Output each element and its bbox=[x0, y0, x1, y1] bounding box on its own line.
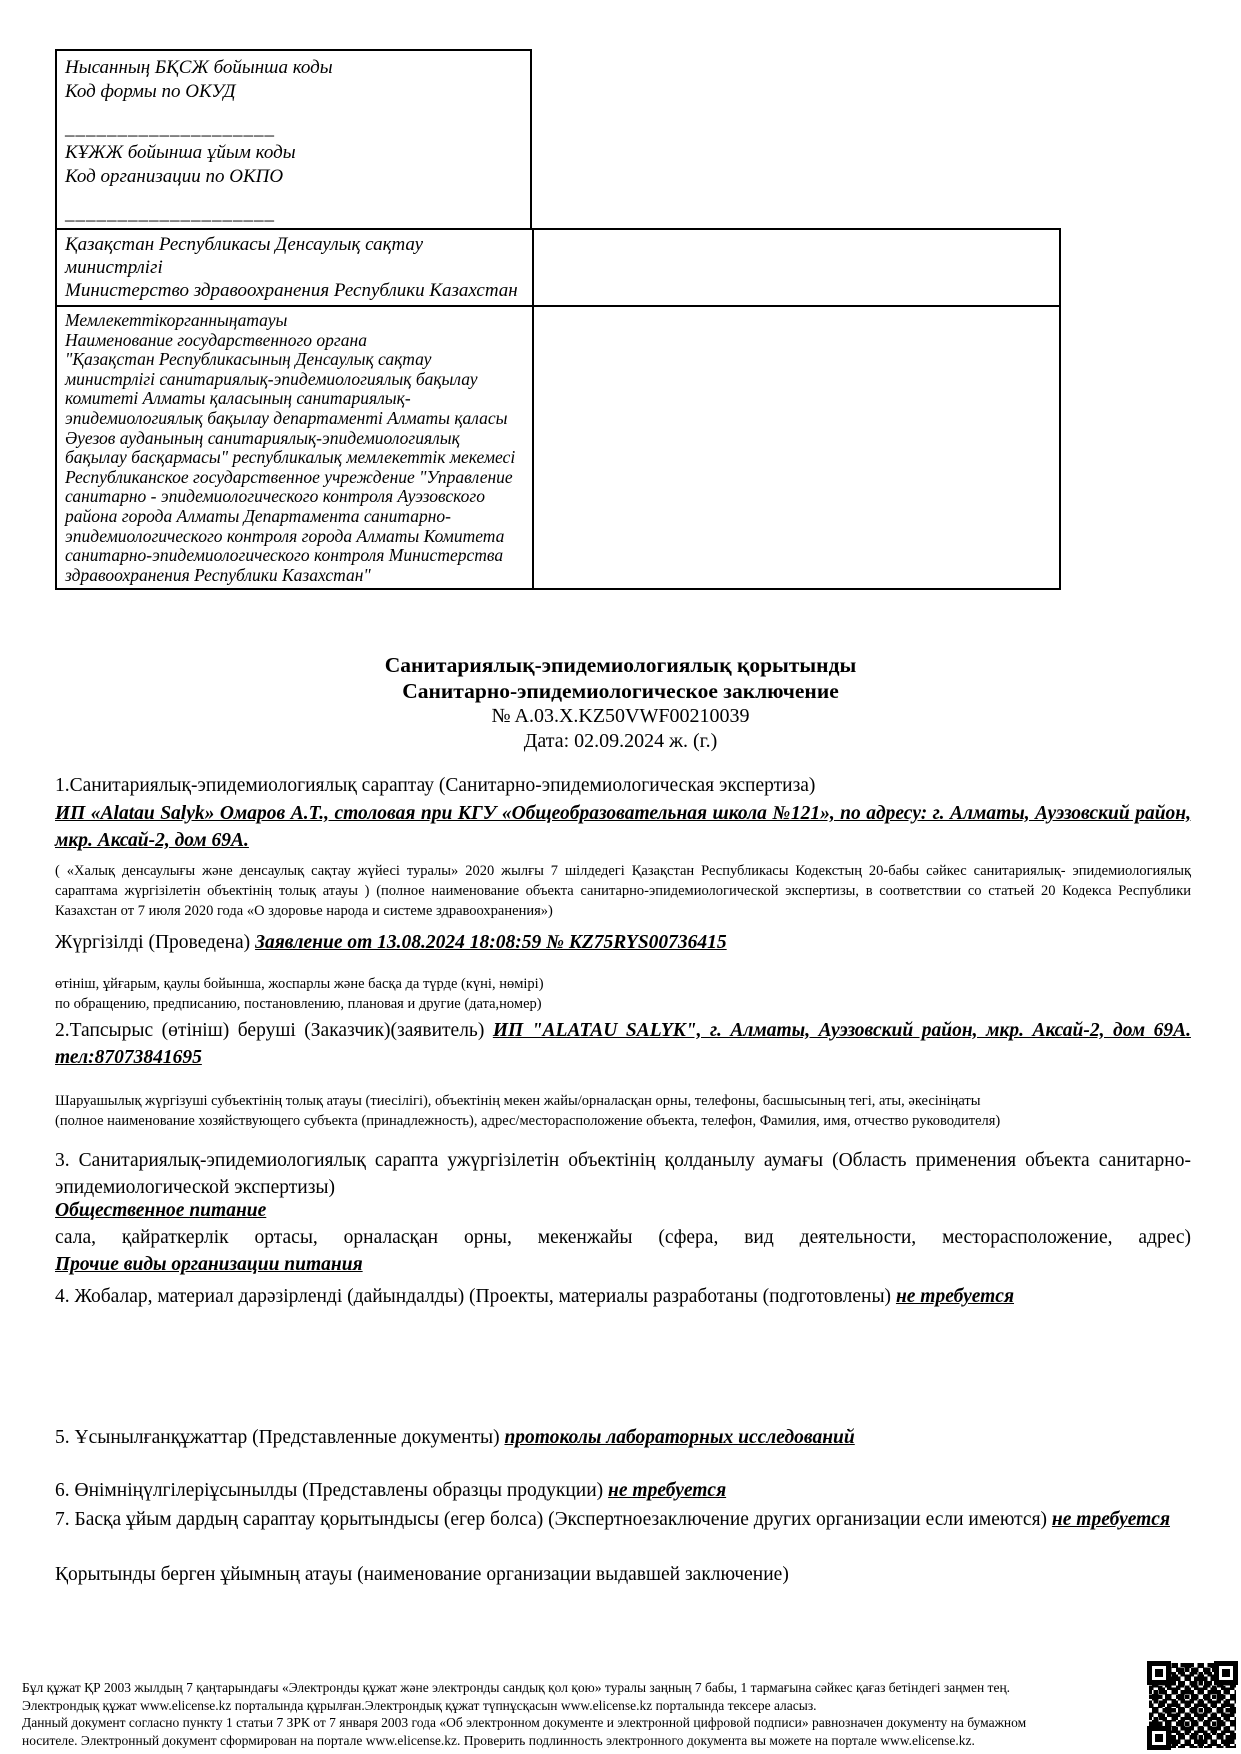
empty-cell bbox=[534, 230, 1059, 305]
section-3-value-1: Общественное питание bbox=[55, 1200, 267, 1221]
conducted-note-kk: өтініш, ұйғарым, қаулы бойынша, жоспарлы және басқа да түрде (күні, нөмірі) bbox=[55, 976, 544, 992]
gov-organ-name: "Қазақстан Республикасының Денсаулық сақтау министрлігі санитариялық-эпидемиологиялық бақылау комитеті Алматы қаласының санитариялық-эпидемиологиялық бақылау департаменті Алматы қаласы Әуезов ауданының санитариялық-эпидемиологиялық бақылау басқармасы" республикалық мемлекеттік мекемесі Республиканское государственное учреждение "Управление санитарно - эпидемиологического контроля Ауэзовского района города Алматы Департамента санитарно-эпидемиологического контроля города Алматы Комитета санитарно-эпидемиологического контроля Министерства здравоохранения Республики Казахстан" bbox=[65, 349, 516, 585]
doc-date: Дата: 02.09.2024 ж. (г.) bbox=[523, 730, 718, 752]
section-3-heading: 3. Санитариялық-эпидемиологиялық сарапта ужүргізілетін объектінің қолданылу аумағы (Область применения объекта санитарно-эпидемиологической экспертизы) bbox=[55, 1150, 1191, 1198]
empty-cell bbox=[534, 307, 1059, 588]
gov-organ-cell bbox=[57, 307, 534, 588]
codes-cell bbox=[55, 49, 532, 228]
qr-finder-top-left bbox=[1147, 1661, 1171, 1685]
section-7-value: не требуется bbox=[1051, 1509, 1170, 1530]
gov-organ-label-kk: Мемлекеттікорганныңатауы bbox=[65, 310, 288, 330]
ministry-row bbox=[55, 228, 1061, 307]
title-block bbox=[0, 652, 1241, 754]
okud-label-kk: Нысанның БҚСЖ бойынша коды bbox=[65, 57, 333, 78]
conducted-label: Жүргізілді (Проведена) bbox=[55, 932, 251, 953]
footer-line-1: Бұл құжат ҚР 2003 жылдың 7 қаңтарындағы «Электронды құжат және электронды сандық қол қою» туралы заңның 7 бабы, 1 тармағына сәйкес қағаз бетіндегі заңмен тең. bbox=[22, 1680, 1011, 1695]
section-2-value: ИП "ALATAU SALYK", г. Алматы, Ауэзовский район, мкр. Аксай-2, дом 69А. тел:87073841695 bbox=[55, 1020, 1191, 1068]
section-5-label: 5. Ұсынылғанқұжаттар (Представленные документы) bbox=[55, 1427, 500, 1448]
section-2-note-kk: Шаруашылық жүргізуші субъектінің толық атауы (тиесілігі), объектінің мекен жайы/орналасқан орны, телефоны, басшысының тегі, аты, әкесініңаты bbox=[55, 1093, 981, 1109]
legal-footer bbox=[22, 1679, 1140, 1749]
section-1-note: ( «Халық денсаулығы және денсаулық сақтау жүйесі туралы» 2020 жылғы 7 шілдедегі Қазақстан Республикасы Кодекстың 20-бабы сәйкес санитариялық- эпидемиологиялық сараптама жүргізілетін объектінің толық атауы ) (полное наименование объекта санитарно-эпидемиологической экспертизы, в соответствии со статьей 20 Кодекса Республики Казахстан от 7 июля 2020 года «О здоровье народа и системе здравоохранения») bbox=[55, 863, 1191, 919]
qr-code bbox=[1147, 1661, 1238, 1750]
okud-label-ru: Код формы по ОКУД bbox=[65, 81, 236, 102]
qr-finder-top-right bbox=[1214, 1661, 1238, 1685]
qr-finder-bottom-left bbox=[1147, 1726, 1171, 1750]
section-4-label: 4. Жобалар, материал дарәзірленді (дайындалды) (Проекты, материалы разработаны (подготовлены) bbox=[55, 1286, 892, 1307]
section-4 bbox=[55, 1283, 1191, 1310]
section-1-heading: 1.Санитариялық-эпидемиологиялық сараптау (Санитарно-эпидемиологическая экспертиза) bbox=[55, 775, 816, 796]
section-2 bbox=[55, 1017, 1191, 1071]
section-1-object-name: ИП «Alatau Salyk» Омаров А.Т., столовая при КГУ «Общеобразовательная школа №121», по адресу: г. Алматы, Ауэзовский район, мкр. Аксай-2, дом 69А. bbox=[55, 803, 1191, 851]
section-6-value: не требуется bbox=[608, 1480, 727, 1501]
gov-organ-row bbox=[55, 307, 1061, 590]
section-7-label: 7. Басқа ұйым дардың сараптау қорытындысы (егер болса) (Экспертноезаключение других организации если имеются) bbox=[55, 1509, 1048, 1530]
issuer-label: Қорытынды берген ұйымның атауы (наименование организации выдавшей заключение) bbox=[55, 1564, 789, 1585]
ministry-name-ru: Министерство здравоохранения Республики Казахстан bbox=[65, 280, 518, 301]
doc-number: № A.03.X.KZ50VWF00210039 bbox=[491, 705, 750, 727]
section-5 bbox=[55, 1424, 1191, 1451]
conducted-line bbox=[55, 929, 1191, 956]
conducted-notes bbox=[55, 974, 1191, 1014]
ministry-name-kk: Қазақстан Республикасы Денсаулық сақтау министрлігі bbox=[65, 234, 424, 278]
section-2-label: 2.Тапсырыс (өтініш) беруші (Заказчик)(заявитель) bbox=[55, 1020, 485, 1041]
conducted-note-ru: по обращению, предписанию, постановлению, плановая и другие (дата,номер) bbox=[55, 996, 542, 1012]
gov-organ-label-ru: Наименование государственного органа bbox=[65, 329, 367, 350]
section-6 bbox=[55, 1477, 1191, 1504]
section-7 bbox=[55, 1506, 1191, 1533]
okud-blank-line: ____________________ bbox=[65, 118, 275, 139]
footer-line-3: Данный документ согласно пункту 1 статьи 7 ЗРК от 7 января 2003 года «Об электронном документе и электронной цифровой подписи» равнозначен документу на бумажном bbox=[22, 1715, 1027, 1730]
ministry-cell bbox=[57, 230, 534, 305]
conducted-value: Заявление от 13.08.2024 18:08:59 № KZ75RYS00736415 bbox=[255, 932, 727, 953]
section-3-note: сала, қайраткерлік ортасы, орналасқан орны, мекенжайы (сфера, вид деятельности, месторасположение, адрес) bbox=[55, 1227, 1191, 1248]
footer-line-4: носителе. Электронный документ сформирован на портале www.elicense.kz. Проверить подлинность электронного документа вы можете на портале www.elicense.kz. bbox=[22, 1732, 975, 1748]
footer-line-2: Электрондық құжат www.elicense.kz порталында құрылған.Электрондық құжат түпнұсқасын www.elicense.kz порталында тексере аласыз. bbox=[22, 1697, 817, 1713]
section-4-value: не требуется bbox=[895, 1286, 1015, 1307]
section-5-value: протоколы лабораторных исследований bbox=[504, 1427, 855, 1448]
header-table bbox=[55, 49, 1061, 590]
doc-title-ru: Санитарно-эпидемиологическое заключение bbox=[402, 679, 839, 703]
section-2-note-ru: (полное наименование хозяйствующего субъекта (принадлежность), адрес/месторасположение объекта, телефон, Фамилия, имя, отчество руководителя) bbox=[55, 1113, 1001, 1129]
okpo-label-ru: Код организации по ОКПО bbox=[65, 166, 284, 187]
section-2-notes bbox=[55, 1091, 1191, 1131]
okpo-label-kk: КҰЖЖ бойынша ұйым коды bbox=[65, 142, 296, 163]
doc-title-kk: Санитариялық-эпидемиологиялық қорытынды bbox=[384, 653, 857, 677]
okpo-blank-line: ____________________ bbox=[65, 203, 275, 224]
section-3-value-2: Прочие виды организации питания bbox=[55, 1254, 363, 1275]
section-6-label: 6. Өнімніңүлгілеріұсынылды (Представлены образцы продукции) bbox=[55, 1480, 604, 1501]
